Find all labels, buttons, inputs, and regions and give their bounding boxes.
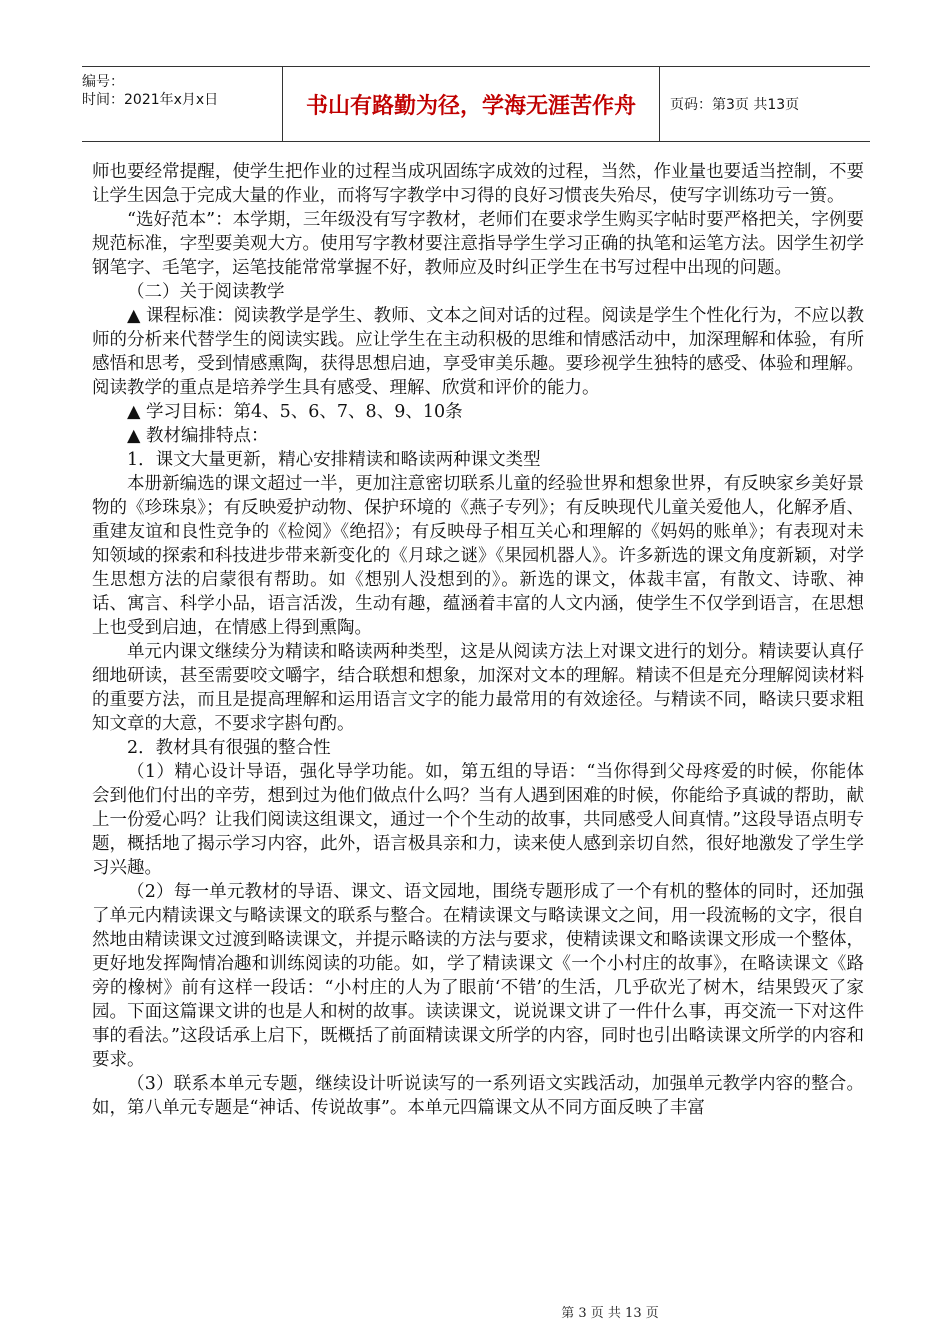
- paragraph: （3）联系本单元专题，继续设计听说读写的一系列语文实践活动，加强单元教学内容的整合。如，第八单元专题是“神话、传说故事”。本单元四篇课文从不同方面反映了丰富: [92, 1074, 864, 1118]
- paragraph: （2）每一单元教材的导语、课文、语文园地，围绕专题形成了一个有机的整体的同时，还加强了单元内精读课文与略读课文的联系与整合。在精读课文与略读课文之间，用一段流畅的文字，很自然地由精读课文过渡到略读课文，并提示略读的方法与要求，使精读课文和略读课文形成一个整体，更好地发挥陶情冶趣和训练阅读的功能。如，学了精读课文《一个小村庄的故事》，在略读课文《路旁的橡树》前有这样一段话：“小村庄的人为了眼前‘不错’的生活，几乎砍光了树木，结果毁灭了家园。下面这篇课文讲的也是人和树的故事。读读课文，说说课文讲了一件什么事，再交流一下对这件事的看法。”这段话承上启下，既概括了前面精读课文所学的内容，同时也引出略读课文所学的内容和要求。: [92, 882, 864, 1070]
- subheading: 2．教材具有很强的整合性: [127, 738, 331, 758]
- paragraph: “选好范本”：本学期，三年级没有写字教材，老师们在要求学生购买字帖时要严格把关，字例要规范标准，字型要美观大方。使用写字教材要注意指导学生学习正确的执笔和运笔方法。因学生初学钢笔字、毛笔字，运笔技能常常掌握不好，教师应及时纠正学生在书写过程中出现的问题。: [92, 210, 864, 278]
- header-meta: [82, 67, 282, 141]
- paragraph: 单元内课文继续分为精读和略读两种类型，这是从阅读方法上对课文进行的划分。精读要认真仔细地研读，甚至需要咬文嚼字，结合联想和想象，加深对文本的理解。精读不但是充分理解阅读材料的重要方法，而且是提高理解和运用语言文字的能力最常用的有效途径。与精读不同，略读只要求粗知文章的大意，不要求字斟句酌。: [92, 642, 864, 734]
- page-footer: 第 3 页 共 13 页: [561, 1306, 659, 1321]
- paragraph: ▲ 教材编排特点：: [127, 426, 269, 446]
- paragraph: 本册新编选的课文超过一半，更加注意密切联系儿童的经验世界和想象世界，有反映家乡美好景物的《珍珠泉》；有反映爱护动物、保护环境的《燕子专列》；有反映现代儿童关爱他人，化解矛盾、重建友谊和良性竞争的《检阅》《绝招》；有反映母子相互关心和理解的《妈妈的账单》；有表现对未知领域的探索和科技进步带来新变化的《月球之谜》《果园机器人》。许多新选的课文角度新颖，对学生思想方法的启蒙很有帮助。如《想别人没想到的》。新选的课文，体裁丰富，有散文、诗歌、神话、寓言、科学小品，语言活泼，生动有趣，蕴涵着丰富的人文内涵，使学生不仅学到语言，在思想上也受到启迪，在情感上得到熏陶。: [92, 474, 864, 638]
- paragraph: 师也要经常提醒，使学生把作业的过程当成巩固练字成效的过程，当然，作业量也要适当控制，不要让学生因急于完成大量的作业，而将写字教学中习得的良好习惯丧失殆尽，使写字训练功亏一篑。: [92, 162, 864, 206]
- document-time-label: 时间：2021年x月x日: [82, 92, 219, 108]
- document-body: [92, 160, 864, 1120]
- header-motto: 书山有路勤为径，学海无涯苦作舟: [282, 67, 660, 141]
- page-header: [82, 66, 870, 142]
- paragraph: （1）精心设计导语，强化导学功能。如，第五组的导语：“当你得到父母疼爱的时候，你能体会到他们付出的辛劳，想到过为他们做点什么吗？当有人遇到困难的时候，你能给予真诚的帮助，献上一份爱心吗？让我们阅读这组课文，通过一个个生动的故事，共同感受人间真情。”这段导语点明专题，概括地了揭示学习内容，此外，语言极具亲和力，读来使人感到亲切自然，很好地激发了学生学习兴趣。: [92, 762, 864, 878]
- document-number-label: 编号：: [82, 74, 124, 90]
- header-page-code: 页码：第3页 共13页: [670, 97, 800, 113]
- paragraph: ▲ 课程标准：阅读教学是学生、教师、文本之间对话的过程。阅读是学生个性化行为，不应以教师的分析来代替学生的阅读实践。应让学生在主动积极的思维和情感活动中，加深理解和体验，有所感悟和思考，受到情感熏陶，获得思想启迪，享受审美乐趣。要珍视学生独特的感受、体验和理解。阅读教学的重点是培养学生具有感受、理解、欣赏和评价的能力。: [92, 306, 864, 398]
- section-heading: （二）关于阅读教学: [127, 282, 285, 302]
- paragraph: ▲ 学习目标：第4、5、6、7、8、9、10条: [127, 402, 463, 422]
- subheading: 1．课文大量更新，精心安排精读和略读两种课文类型: [127, 450, 541, 470]
